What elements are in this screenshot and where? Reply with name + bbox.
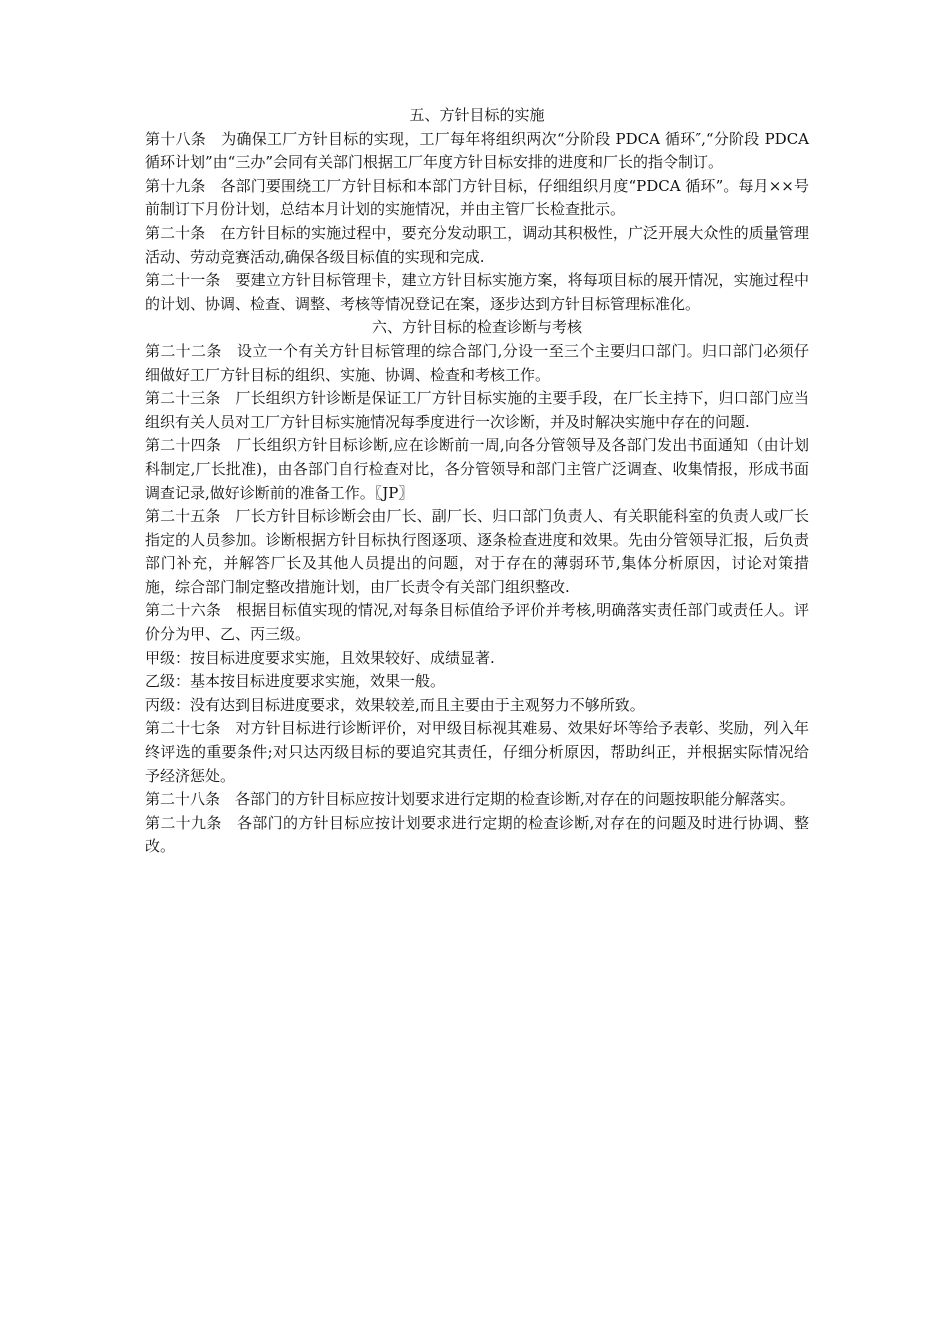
section-heading: 六、方针目标的检查诊断与考核 [371,318,582,337]
grade-a: 甲级：按目标进度要求实施，且效果较好、成绩显著. [145,648,495,667]
article-24: 第二十四条 厂长组织方针目标诊断,应在诊断前一周,向各分管领导及各部门发出书面通知（由计划科制定,厂长批准)，由各部门自行检查对比，各分管领导和部门主管广泛调查、收集情报，形成书面调查记录,做好诊断前的准备工作。〖JP〗 [145,436,809,502]
article-19: 第十九条 各部门要围绕工厂方针目标和本部门方针目标，仔细组织月度“PDCA 循环”。每月××号前制订下月份计划，总结本月计划的实施情况，并由主管厂长检查批示。 [145,176,809,219]
article-29: 第二十九条 各部门的方针目标应按计划要求进行定期的检查诊断,对存在的问题及时进行协调、整改。 [145,813,809,856]
grade-c: 丙级：没有达到目标进度要求，效果较差,而且主要由于主观努力不够所致。 [145,695,645,714]
article-23: 第二十三条 厂长组织方针诊断是保证工厂方针目标实施的主要手段，在厂长主持下，归口部门应当组织有关人员对工厂方针目标实施情况每季度进行一次诊断，并及时解决实施中存在的问题. [145,389,809,431]
section-heading: 五、方针目标的实施 [409,106,545,124]
document-page [145,104,809,859]
article-21: 第二十一条 要建立方针目标管理卡，建立方针目标实施方案，将每项目标的展开情况，实施过程中的计划、协调、检查、调整、考核等情况登记在案，逐步达到方针目标管理标准化。 [145,271,809,313]
grade-b: 乙级：基本按目标进度要求实施，效果一般。 [145,672,446,691]
article-25: 第二十五条 厂长方针目标诊断会由厂长、副厂长、归口部门负责人、有关职能科室的负责人或厂长指定的人员参加。诊断根据方针目标执行图逐项、逐条检查进度和效果。先由分管领导汇报，后负责部门补充，并解答厂长及其他人员提出的问题，对于存在的薄弱环节,集体分析原因，讨论对策措施，综合部门制定整改措施计划，由厂长责令有关部门组织整改. [145,507,809,596]
article-27: 第二十七条 对方针目标进行诊断评价，对甲级目标视其难易、效果好坏等给予表彰、奖励，列入年终评选的重要条件;对只达丙级目标的要追究其责任，仔细分析原因，帮助纠正，并根据实际情况给予经济惩处。 [145,719,809,785]
article-20: 第二十条 在方针目标的实施过程中，要充分发动职工，调动其积极性，广泛开展大众性的质量管理活动、劳动竞赛活动,确保各级目标值的实现和完成. [145,223,809,266]
section-inspection [145,316,809,859]
section-implementation [145,104,809,316]
article-26: 第二十六条 根据目标值实现的情况,对每条目标值给予评价并考核,明确落实责任部门或责任人。评价分为甲、乙、丙三级。 [145,601,809,644]
article-18: 第十八条 为确保工厂方针目标的实现，工厂每年将组织两次“分阶段 PDCA 循环″,“分阶段 PDCA 循环计划”由“三办”会同有关部门根据工厂年度方针目标安排的进度和厂长的指令制订。 [145,129,809,172]
article-22: 第二十二条 设立一个有关方针目标管理的综合部门,分设一至三个主要归口部门。归口部门必须仔细做好工厂方针目标的组织、实施、协调、检查和考核工作。 [145,341,809,384]
article-28: 第二十八条 各部门的方针目标应按计划要求进行定期的检查诊断,对存在的问题按职能分解落实。 [145,790,795,809]
